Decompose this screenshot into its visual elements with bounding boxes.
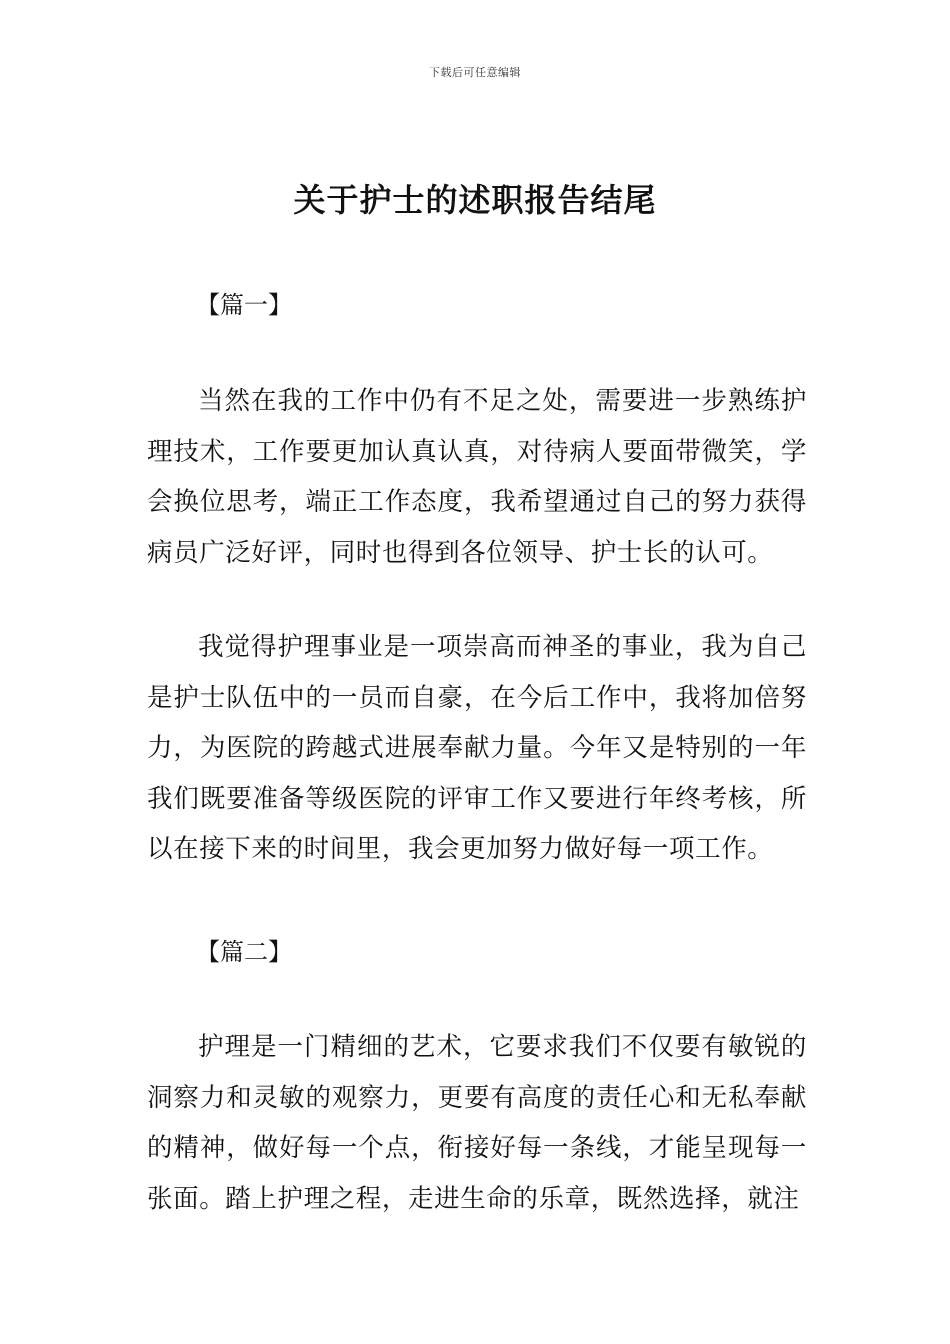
paragraph-1-2: 我觉得护理事业是一项崇高而神圣的事业，我为自己是护士队伍中的一员而自豪，在今后工作中，我将加倍努力，为医院的跨越式进展奉献力量。今年又是特别的一年我们既要准备等级医院的评审工作又要进行年终考核，所以在接下来的时间里，我会更加努力做好每一项工作。 [147, 632, 807, 864]
paragraph-1-1: 当然在我的工作中仍有不足之处，需要进一步熟练护理技术，工作要更加认真认真，对待病人要面带微笑，学会换位思考，端正工作态度，我希望通过自己的努力获得病员广泛好评，同时也得到各位领导、护士长的认可。 [147, 386, 807, 568]
paragraph-2-1: 护理是一门精细的艺术，它要求我们不仅要有敏锐的洞察力和灵敏的观察力，更要有高度的责任心和无私奉献的精神，做好每一个点，衔接好每一条线，才能呈现每一张面。踏上护理之程，走进生命的乐章，既然选择，就注 [147, 1032, 807, 1214]
section-heading-1: 【篇一】 [196, 291, 292, 319]
section-heading-2: 【篇二】 [196, 938, 292, 966]
document-title: 关于护士的述职报告结尾 [293, 181, 657, 219]
page-header-note: 下载后可任意编辑 [429, 66, 521, 79]
